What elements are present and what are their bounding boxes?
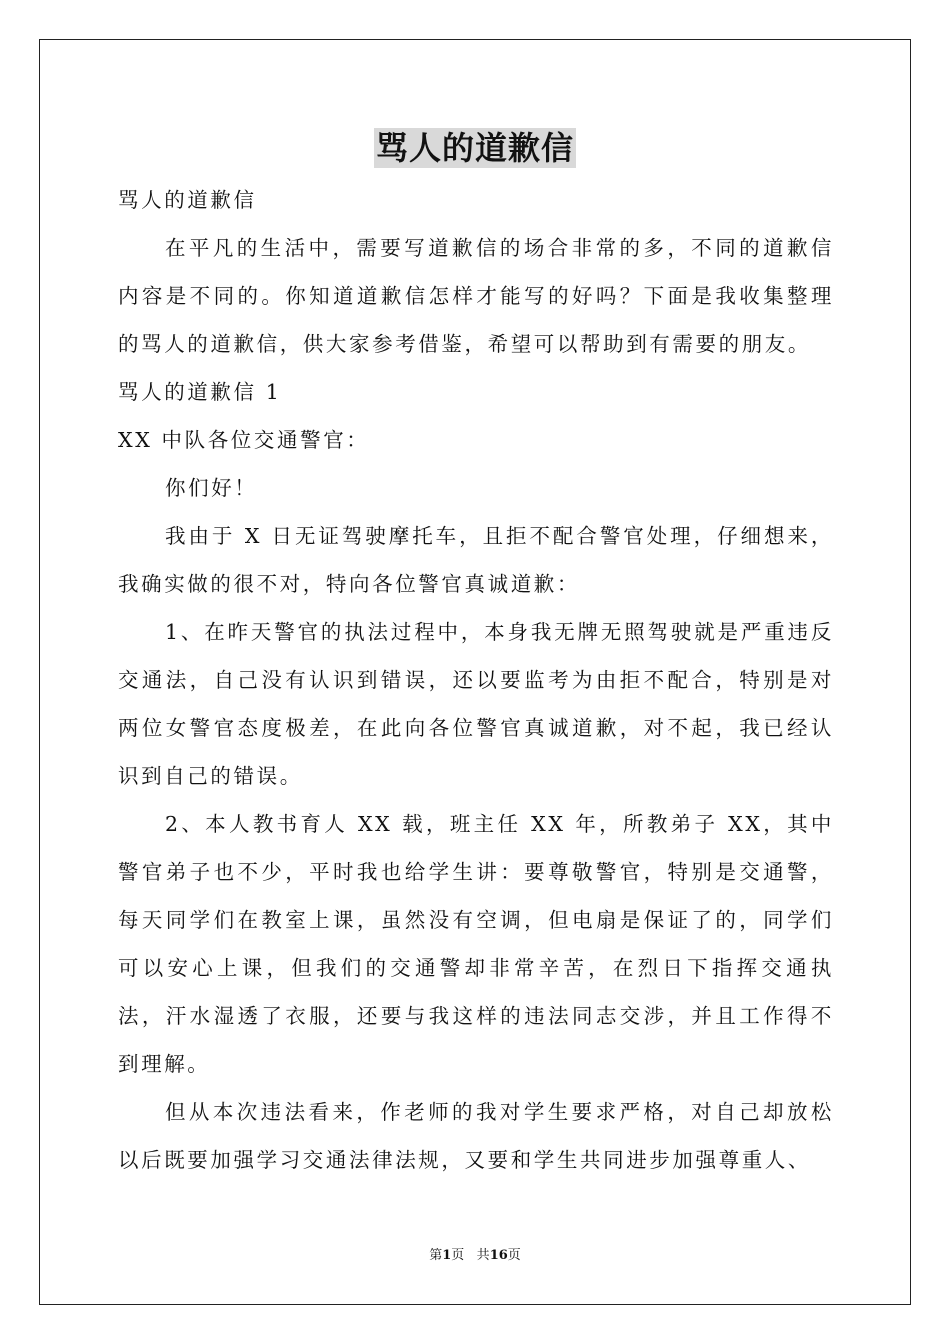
paragraph-body: 2、本人教书育人 XX 载，班主任 XX 年，所教弟子 XX，其中警官弟子也不少，平时我也给学生讲：要尊敬警官，特别是交通警，每天同学们在教室上课，虽然没有空调，但电扇是保证了的，同学们可以安心上课，但我们的交通警却非常辛苦，在烈日下指挥交通执法，汗水湿透了衣服，还要与我这样的违法同志交涉，并且工作得不到理解。 <box>118 812 834 1076</box>
title-container <box>0 128 950 168</box>
paragraph-greeting: 你们好！ <box>165 476 258 500</box>
paragraph-heading: 骂人的道歉信 <box>118 188 257 212</box>
page-footer <box>0 1248 950 1264</box>
document-body <box>118 176 834 1184</box>
document-title: 骂人的道歉信 <box>375 129 574 167</box>
page-suffix: 页 <box>451 1248 465 1263</box>
total-pages: 16 <box>489 1248 508 1263</box>
paragraph-subheading: 骂人的道歉信 1 <box>118 380 282 404</box>
paragraph-body: 但从本次违法看来，作老师的我对学生要求严格，对自己却放松以后既要加强学习交通法律法规，又要和学生共同进步加强尊重人、 <box>118 1100 834 1172</box>
paragraph-salutation: XX 中队各位交通警官： <box>118 428 370 452</box>
paragraph-body: 1、在昨天警官的执法过程中，本身我无牌无照驾驶就是严重违反交通法，自己没有认识到错误，还以要监考为由拒不配合，特别是对两位女警官态度极差，在此向各位警官真诚道歉，对不起，我已经认识到自己的错误。 <box>118 620 834 788</box>
paragraph-intro: 在平凡的生活中，需要写道歉信的场合非常的多，不同的道歉信内容是不同的。你知道道歉信怎样才能写的好吗？下面是我收集整理的骂人的道歉信，供大家参考借鉴，希望可以帮助到有需要的朋友。 <box>118 236 834 356</box>
total-suffix: 页 <box>507 1248 521 1263</box>
page-number: 1 <box>442 1248 452 1263</box>
page-prefix: 第 <box>429 1248 443 1263</box>
total-prefix: 共 <box>476 1248 490 1263</box>
paragraph-body: 我由于 X 日无证驾驶摩托车，且拒不配合警官处理，仔细想来，我确实做的很不对，特向各位警官真诚道歉： <box>118 524 835 596</box>
